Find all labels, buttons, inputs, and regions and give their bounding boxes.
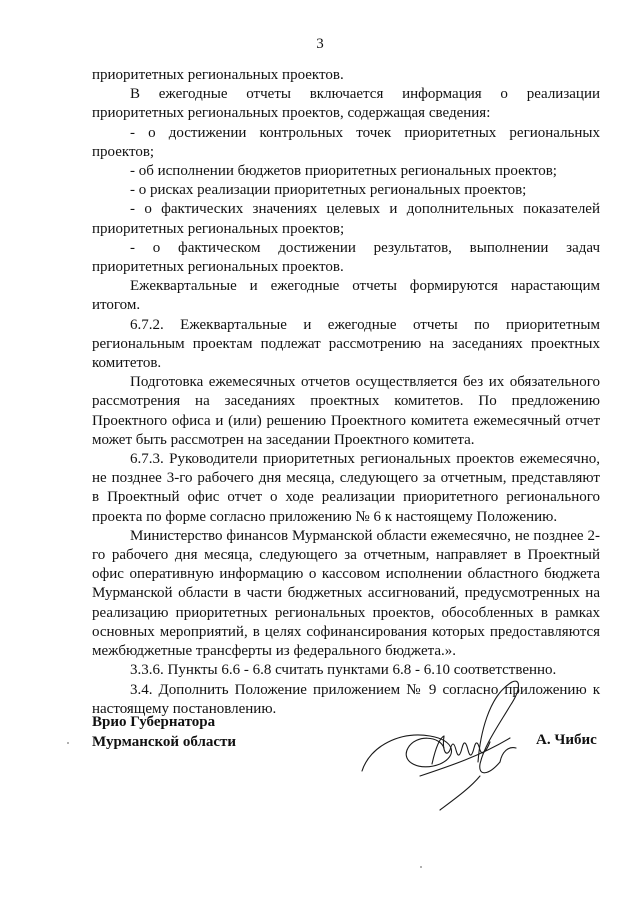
paragraph-continuation: приоритетных региональных проектов. bbox=[92, 67, 344, 83]
list-item-indicators: - о фактических значениях целевых и дополнительных показателей приоритетных региональных проектов; bbox=[92, 201, 600, 237]
list-item-results: - о фактическом достижении результатов, выполнении задач приоритетных региональных проектов. bbox=[92, 239, 600, 276]
signatory-title-line1: Врио Губернатора bbox=[92, 714, 216, 730]
signatory-title-line2: Мурманской области bbox=[92, 734, 237, 750]
page-number: 3 bbox=[316, 36, 324, 52]
paragraph-3-3-6: 3.3.6. Пункты 6.6 - 6.8 считать пунктами 6.8 - 6.10 соответственно. bbox=[130, 662, 557, 679]
paragraph-6-7-3: 6.7.3. Руководители приоритетных региональных проектов ежемесячно, не позднее 3-го рабочего дня месяца, следующего за отчетным, представляют в Проектный офис отчет о ходе реализации приоритетного регионального проекта по форме согласно приложению № 6 к настоящему Положению. bbox=[92, 451, 600, 525]
signatory-title bbox=[92, 712, 236, 752]
document-body bbox=[92, 66, 600, 719]
scan-speck bbox=[67, 742, 69, 744]
list-item-control-points: - о достижении контрольных точек приоритетных региональных проектов; bbox=[92, 124, 600, 160]
handwritten-signature bbox=[360, 676, 530, 816]
list-item-risks: - о рисках реализации приоритетных региональных проектов; bbox=[130, 182, 527, 199]
paragraph-3-4: 3.4. Дополнить Положение приложением № 9 согласно приложению к настоящему постановлению. bbox=[92, 681, 600, 717]
paragraph-ministry-finance: Министерство финансов Мурманской области ежемесячно, не позднее 2-го рабочего дня месяца, следующего за отчетным, направляет в Проектный офис оперативную информацию о кассовом исполнении областного бюджета Мурманской области в части бюджетных ассигнований, предусмотренных на реализацию приоритетных региональных проектов, обособленных в рамках основных мероприятий, в целях софинансирования которых предоставляются межбюджетные трансферты из федерального бюджета.». bbox=[92, 527, 600, 660]
scan-speck bbox=[420, 866, 422, 868]
paragraph-cumulative: Ежеквартальные и ежегодные отчеты формируются нарастающим итогом. bbox=[92, 278, 600, 314]
list-item-budgets: - об исполнении бюджетов приоритетных региональных проектов; bbox=[130, 163, 557, 180]
paragraph-annual-reports: В ежегодные отчеты включается информация о реализации приоритетных региональных проектов, содержащая сведения: bbox=[92, 86, 600, 122]
paragraph-6-7-2: 6.7.2. Ежеквартальные и ежегодные отчеты по приоритетным региональным проектам подлежат рассмотрению на заседаниях проектных комитетов. bbox=[92, 316, 600, 372]
signatory-name: А. Чибис bbox=[536, 732, 597, 748]
paragraph-monthly-reports: Подготовка ежемесячных отчетов осуществляется без их обязательного рассмотрения на заседаниях проектных комитетов. По предложению Проектного офиса и (или) решению Проектного комитета ежемесячный отчет может быть рассмотрен на заседании Проектного комитета. bbox=[92, 374, 600, 448]
